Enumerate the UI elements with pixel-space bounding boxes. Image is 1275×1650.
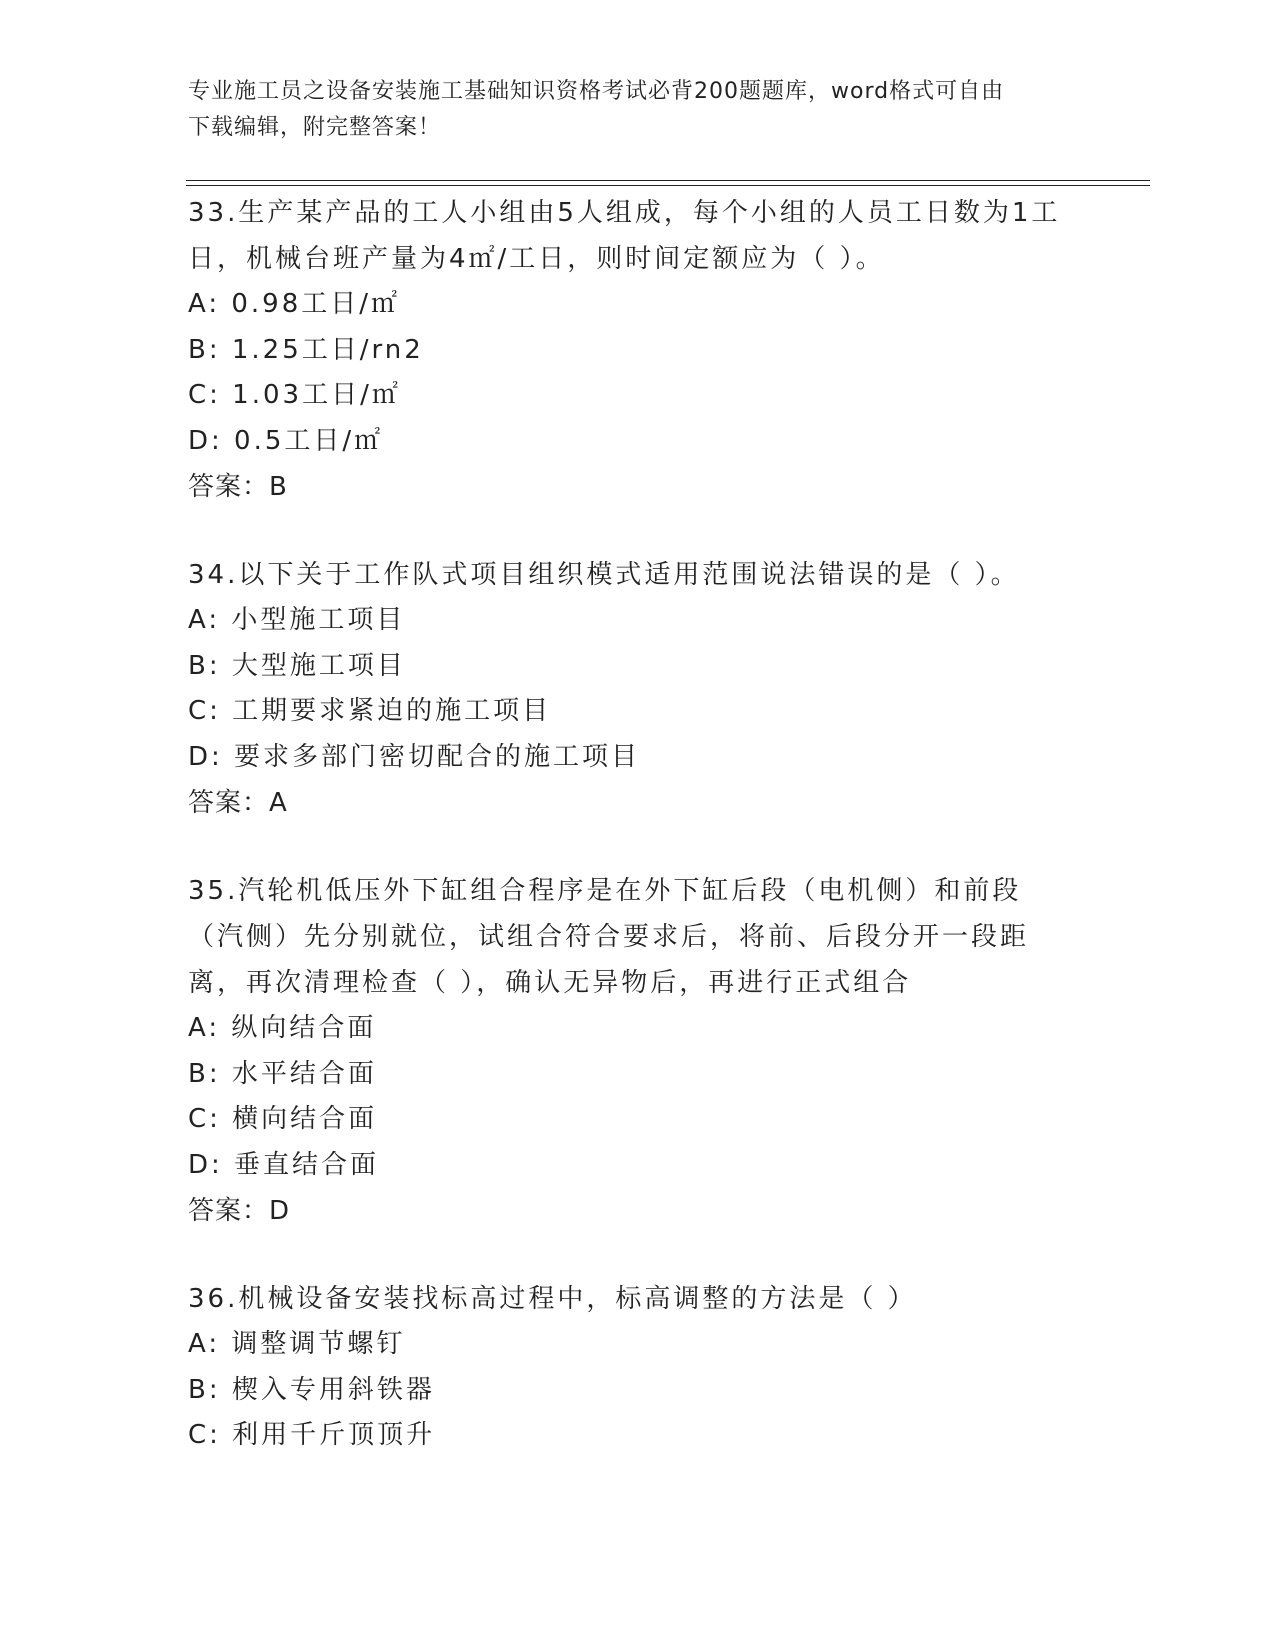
option-b: B: 水平结合面	[188, 1058, 377, 1089]
answer-label: 答案：	[188, 788, 270, 818]
answer-line	[188, 1188, 1068, 1234]
question-text: 34.以下关于工作队式项目组织模式适用范围说法错误的是（ ）。	[188, 560, 1020, 590]
question-33	[188, 190, 1068, 510]
option-a: A: 纵向结合面	[188, 1013, 377, 1043]
header-line-1: 专业施工员之设备安装施工基础知识资格考试必背200题题库，word格式可自由	[188, 79, 1005, 104]
answer-label: 答案：	[188, 472, 270, 502]
option-a: A: 调整调节螺钉	[188, 1329, 406, 1359]
question-34	[188, 552, 1068, 826]
document-header	[188, 74, 1068, 146]
option-d: D: 0.5工日/㎡	[188, 425, 384, 456]
answer-line	[188, 780, 1068, 826]
header-divider-bottom	[186, 185, 1150, 186]
option-b: B: 大型施工项目	[188, 650, 406, 681]
question-36	[188, 1276, 1068, 1459]
header-line-2: 下载编辑，附完整答案！	[188, 115, 442, 140]
option-b: B: 楔入专用斜铁器	[188, 1374, 435, 1405]
option-c: C: 1.03工日/㎡	[188, 380, 401, 410]
option-c: C: 工期要求紧迫的施工项目	[188, 696, 552, 726]
question-text: 35.汽轮机低压外下缸组合程序是在外下缸后段（电机侧）和前段（汽侧）先分别就位，试组合符合要求后，将前、后段分开一段距离，再次清理检查（ ），确认无异物后，再进行正式组合	[188, 876, 1030, 998]
answer-value: B	[269, 472, 288, 502]
option-a: A: 小型施工项目	[188, 605, 406, 635]
question-list	[188, 190, 1068, 1501]
answer-value: A	[269, 788, 288, 818]
answer-line	[188, 464, 1068, 510]
option-a: A: 0.98工日/㎡	[188, 289, 401, 319]
option-d: D: 要求多部门密切配合的施工项目	[188, 741, 641, 772]
header-divider-top	[186, 180, 1150, 181]
question-35	[188, 868, 1068, 1234]
option-b: B: 1.25工日/rn2	[188, 334, 424, 365]
option-c: C: 利用千斤顶顶升	[188, 1420, 436, 1450]
option-d: D: 垂直结合面	[188, 1149, 380, 1180]
answer-value: D	[269, 1196, 291, 1226]
question-text: 36.机械设备安装找标高过程中，标高调整的方法是（ ）	[188, 1284, 917, 1314]
question-text: 33.生产某产品的工人小组由5人组成，每个小组的人员工日数为1工日，机械台班产量为4㎡/工日，则时间定额应为（ ）。	[188, 198, 1061, 274]
answer-label: 答案：	[188, 1196, 270, 1226]
option-c: C: 横向结合面	[188, 1104, 378, 1134]
